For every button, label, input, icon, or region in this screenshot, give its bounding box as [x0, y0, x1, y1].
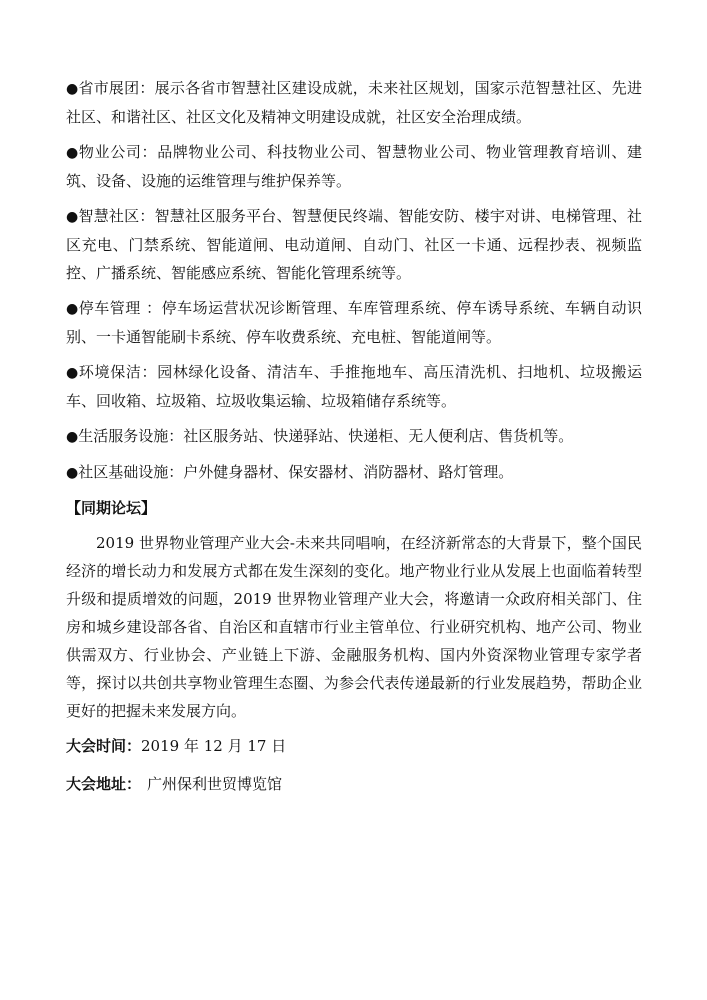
event-time-value: 2019 年 12 月 17 日 [141, 737, 287, 755]
exhibit-item-property [66, 138, 642, 195]
item-text: 园林绿化设备、清洁车、手推拖地车、高压清洗机、扫地机、垃圾搬运车、回收箱、垃圾箱、垃圾收集运输、垃圾箱储存系统等。 [66, 363, 642, 410]
item-label: 环境保洁： [78, 363, 158, 381]
item-text: 智慧社区服务平台、智慧便民终端、智能安防、楼宇对讲、电梯管理、社区充电、门禁系统、智能道闸、电动道闸、自动门、社区一卡通、远程抄表、视频监控、广播系统、智能感应系统、智能化管理系统等。 [66, 207, 642, 282]
exhibit-item-cleaning [66, 358, 642, 415]
event-address-value: 广州保利世贸博览馆 [147, 775, 283, 793]
event-time-label: 大会时间： [66, 737, 142, 755]
item-label: 智慧社区： [78, 207, 155, 225]
exhibit-item-parking [66, 294, 642, 351]
bullet-icon: ● [66, 209, 79, 225]
item-label: 生活服务设施： [78, 427, 184, 445]
exhibit-item-provincial [66, 74, 642, 131]
item-label: 社区基础设施： [78, 463, 184, 481]
event-time [66, 732, 642, 760]
item-text: 停车场运营状况诊断管理、车库管理系统、停车诱导系统、车辆自动识别、一卡通智能刷卡系统、停车收费系统、充电桩、智能道闸等。 [66, 299, 642, 346]
bullet-icon: ● [66, 81, 79, 97]
bullet-icon: ● [66, 365, 79, 381]
item-label: 停车管理 ： [78, 299, 162, 317]
event-address [66, 770, 642, 798]
exhibit-item-life-services [66, 422, 642, 451]
exhibit-list [66, 74, 642, 487]
forum-paragraph: 2019 世界物业管理产业大会-未来共同唱响，在经济新常态的大背景下，整个国民经济的增长动力和发展方式都在发生深刻的变化。地产物业行业从发展上也面临着转型升级和提质增效的问题，2019 世界物业管理产业大会，将邀请一众政府相关部门、住房和城乡建设部各省、自治区和直辖市行业主管单位、行业研究机构、地产公司、物业供需双方、行业协会、产业链上下游、金融服务机构、国内外资深物业管理专家学者等，探讨以共创共享物业管理生态圈、为参会代表传递最新的行业发展趋势，帮助企业更好的把握未来发展方向。 [66, 534, 642, 720]
item-text: 户外健身器材、保安器材、消防器材、路灯管理。 [183, 463, 514, 481]
document-page [66, 74, 642, 808]
item-label: 物业公司： [78, 143, 158, 161]
bullet-icon: ● [66, 145, 79, 161]
event-address-label: 大会地址： [66, 775, 142, 793]
exhibit-item-smart-community [66, 202, 642, 287]
item-text: 社区服务站、快递驿站、快递柜、无人便利店、售货机等。 [183, 427, 574, 445]
bullet-icon: ● [66, 465, 79, 481]
bullet-icon: ● [66, 301, 79, 317]
item-label: 省市展团： [78, 79, 155, 97]
item-text: 品牌物业公司、科技物业公司、智慧物业公司、物业管理教育培训、建筑、设备、设施的运维管理与维护保养等。 [66, 143, 642, 190]
exhibit-item-infrastructure [66, 458, 642, 487]
bullet-icon: ● [66, 429, 79, 445]
forum-section-title: 【同期论坛】 [66, 499, 157, 517]
item-text: 展示各省市智慧社区建设成就，未来社区规划，国家示范智慧社区、先进社区、和谐社区、社区文化及精神文明建设成就，社区安全治理成绩。 [66, 79, 642, 126]
